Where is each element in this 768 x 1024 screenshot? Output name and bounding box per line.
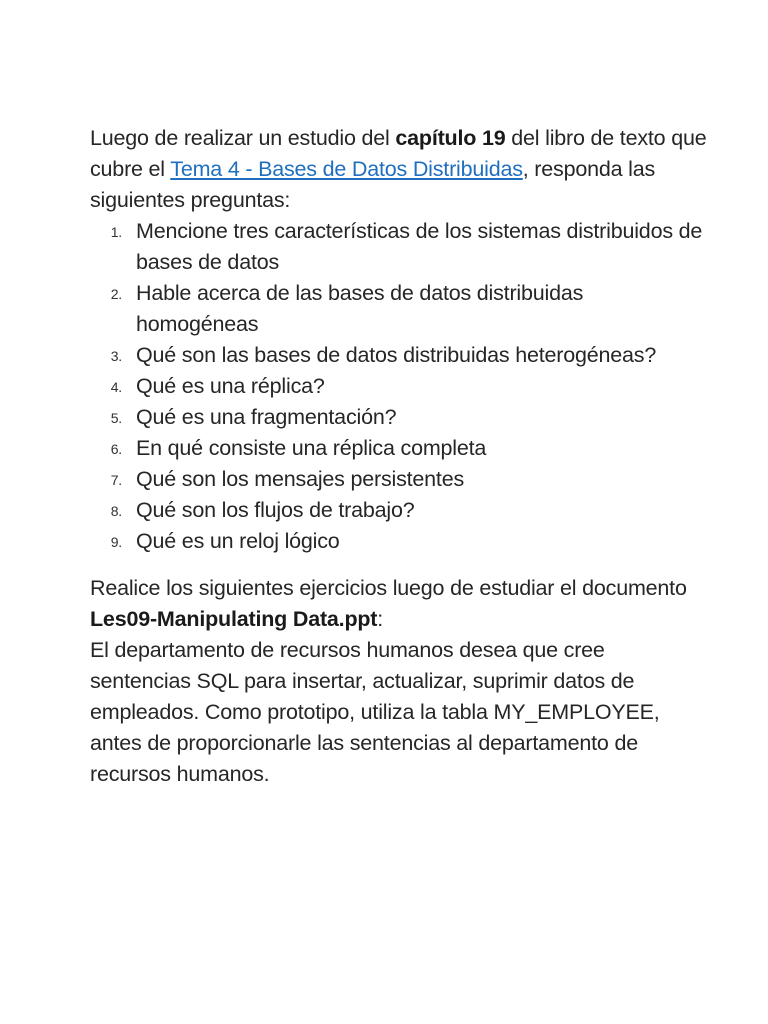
list-number: 2. [110, 286, 122, 302]
topic-link[interactable]: Tema 4 - Bases de Datos Distribuidas [170, 157, 523, 181]
question-text: Mencione tres características de los sistemas distribuidos de bases de datos [136, 219, 703, 274]
list-item [90, 216, 710, 278]
hr-paragraph: El departamento de recursos humanos desea que cree sentencias SQL para insertar, actualizar, suprimir datos de empleados. Como prototipo, utiliza la tabla MY_EMPLOYEE, antes de proporcionarle las sentencias al departamento de recursos humanos. [90, 638, 660, 786]
question-text: Qué son los mensajes persistentes [136, 467, 465, 491]
list-item [90, 278, 710, 340]
question-text: Hable acerca de las bases de datos distribuidas homogéneas [136, 281, 584, 336]
intro-text-1: Luego de realizar un estudio del [90, 126, 396, 150]
list-item [90, 464, 710, 495]
exercises-text-2: : [377, 607, 384, 631]
question-text: En qué consiste una réplica completa [136, 436, 487, 460]
document-reference: Les09-Manipulating Data.ppt [90, 607, 378, 631]
intro-text-3: , responda las siguientes preguntas: [90, 157, 656, 212]
question-text: Qué son las bases de datos distribuidas heterogéneas? [136, 343, 657, 367]
list-item [90, 433, 710, 464]
list-item [90, 340, 710, 371]
document-body [90, 123, 710, 790]
question-text: Qué son los flujos de trabajo? [136, 498, 415, 522]
list-number: 8. [110, 503, 122, 519]
chapter-reference: capítulo 19 [395, 126, 506, 150]
intro-paragraph [90, 123, 710, 216]
list-number: 1. [110, 224, 122, 240]
list-number: 3. [110, 348, 122, 364]
question-text: Qué es una fragmentación? [136, 405, 397, 429]
list-item [90, 402, 710, 433]
list-item [90, 371, 710, 402]
exercises-paragraph [90, 573, 710, 635]
questions-list [90, 216, 710, 557]
exercises-text-1: Realice los siguientes ejercicios luego de estudiar el documento [90, 576, 687, 600]
list-item [90, 495, 710, 526]
list-item [90, 526, 710, 557]
list-number: 9. [110, 534, 122, 550]
question-text: Qué es una réplica? [136, 374, 325, 398]
intro-text-2: del libro de texto que cubre el [90, 126, 707, 181]
list-number: 4. [110, 379, 122, 395]
list-number: 5. [110, 410, 122, 426]
list-number: 6. [110, 441, 122, 457]
list-number: 7. [110, 472, 122, 488]
question-text: Qué es un reloj lógico [136, 529, 340, 553]
